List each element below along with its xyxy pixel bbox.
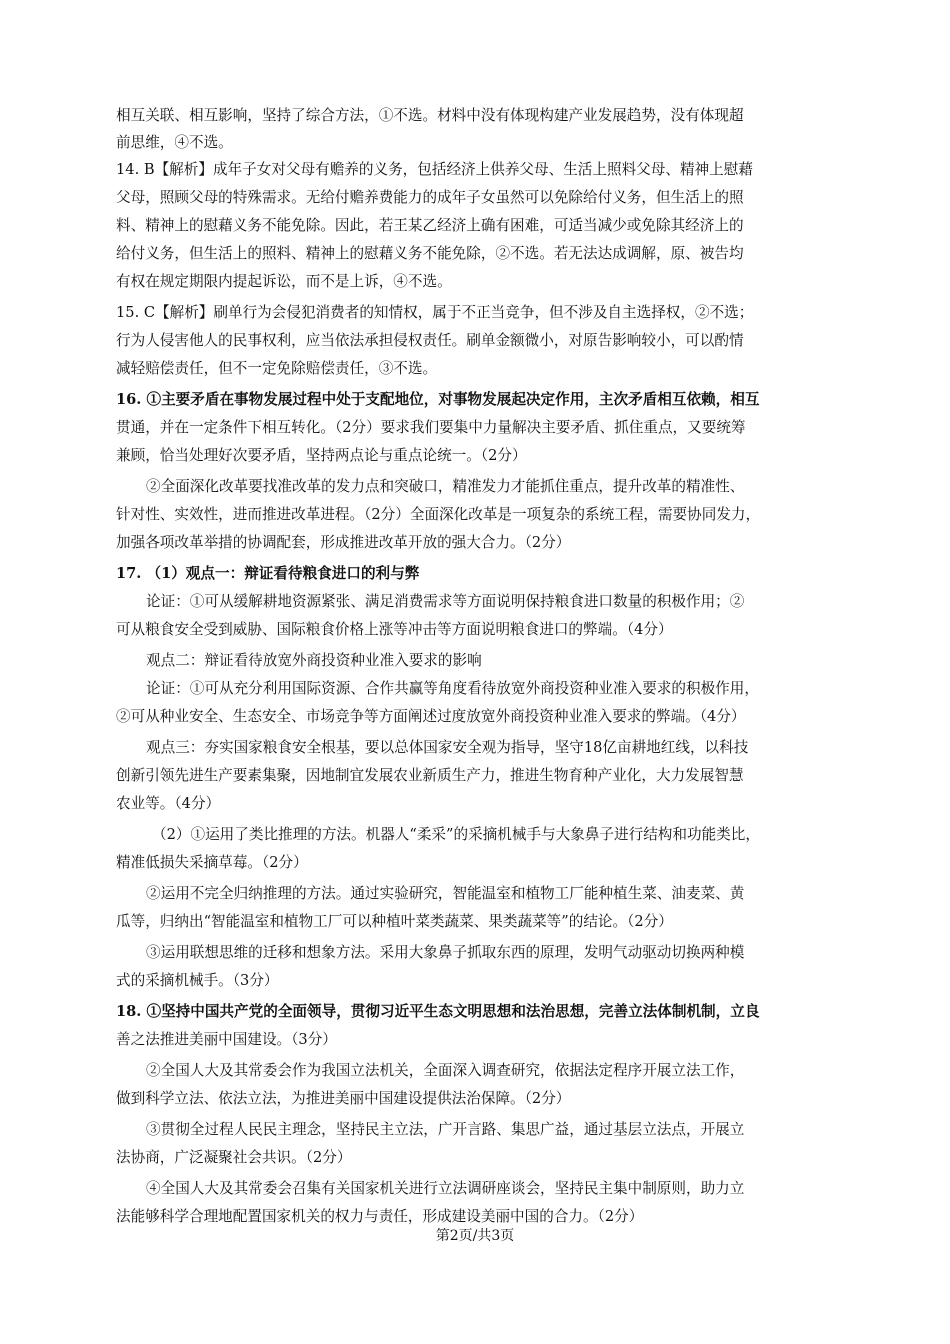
text-line: ②运用不完全归纳推理的方法。通过实验研究，智能温室和植物工厂能种植生菜、油麦菜、黄 (146, 885, 745, 902)
page-number-footer: 第2页/共3页 (435, 1228, 515, 1244)
text-line: 前思维，④不选。 (116, 134, 233, 151)
text-line: 论证：①可从充分利用国际资源、合作共赢等角度看待放宽外商投资种业准入要求的积极作用， (146, 680, 759, 697)
text-line: ②全面深化改革要找准改革的发力点和突破口，精准发力才能抓住重点，提升改革的精准性、 (146, 478, 745, 495)
text-line: 法协商，广泛凝聚社会共识。（2分） (116, 1149, 352, 1166)
text-line: 14. B【解析】成年子女对父母有赡养的义务，包括经济上供养父母、生活上照料父母、精神上慰藉 (116, 161, 753, 178)
text-line: （2）①运用了类比推理的方法。机器人“柔采”的采摘机械手与大象鼻子进行结构和功能类比， (152, 826, 760, 843)
text-line: 善之法推进美丽中国建设。（3分） (116, 1031, 337, 1048)
text-line: 贯通，并在一定条件下相互转化。（2分）要求我们要集中力量解决主要矛盾、抓住重点，又要统筹 (116, 419, 746, 436)
text-line: 做到科学立法、依法立法，为推进美丽中国建设提供法治保障。（2分） (116, 1090, 571, 1107)
question-16-line: 16. ①主要矛盾在事物发展过程中处于支配地位，对事物发展起决定作用，主次矛盾相互依赖，相互 (116, 391, 760, 408)
text-line: ②全国人大及其常委会作为我国立法机关，全面深入调查研究，依据法定程序开展立法工作， (146, 1062, 745, 1079)
text-line: 加强各项改革举措的协调配套，形成推进改革开放的强大合力。（2分） (116, 534, 571, 551)
text-line: 式的采摘机械手。（3分） (116, 972, 279, 989)
text-line: 瓜等，归纳出“智能温室和植物工厂可以种植叶菜类蔬菜、果类蔬菜等”的结论。（2分） (116, 913, 673, 930)
text-line: ②可从种业安全、生态安全、市场竞争等方面阐述过度放宽外商投资种业准入要求的弊端。（4分） (116, 708, 746, 725)
text-line: 有权在规定期限内提起诉讼，而不是上诉，④不选。 (116, 273, 452, 290)
text-line: 法能够科学合理地配置国家机关的权力与责任，形成建设美丽中国的合力。（2分） (116, 1208, 644, 1225)
text-line: 农业等。（4分） (116, 795, 221, 812)
question-18-line: 18. ①坚持中国共产党的全面领导，贯彻习近平生态文明思想和法治思想，完善立法体制机制，立良 (116, 1003, 760, 1020)
text-line: 料、精神上的慰藉义务不能免除。因此，若王某乙经济上确有困难，可适当减少或免除其经济上的 (116, 217, 744, 234)
text-line: ④全国人大及其常委会召集有关国家机关进行立法调研座谈会，坚持民主集中制原则，助力立 (146, 1180, 745, 1197)
text-line: 兼顾，恰当处理好次要矛盾，坚持两点论与重点论统一。（2分） (116, 447, 527, 464)
text-line: 相互关联、相互影响，坚持了综合方法，①不选。材料中没有体现构建产业发展趋势，没有体现超 (116, 107, 744, 124)
text-line: 创新引领先进生产要素集聚，因地制宜发展农业新质生产力，推进生物育种产业化，大力发展智慧 (116, 767, 744, 784)
text-line: 针对性、实效性，进而推进改革进程。（2分）全面深化改革是一项复杂的系统工程，需要协同发力， (116, 506, 761, 523)
text-line: 行为人侵害他人的民事权利，应当依法承担侵权责任。刷单金额微小，对原告影响较小，可以酌情 (116, 332, 744, 349)
text-line: 父母，照顾父母的特殊需求。无给付赡养费能力的成年子女虽然可以免除给付义务，但生活上的照 (116, 189, 744, 206)
text-line: ③贯彻全过程人民民主理念，坚持民主立法，广开言路、集思广益，通过基层立法点，开展立 (146, 1121, 745, 1138)
text-line: 观点三：夯实国家粮食安全根基，要以总体国家安全观为指导，坚守18亿亩耕地红线，以科技 (146, 739, 749, 756)
text-line: ③运用联想思维的迁移和想象方法。采用大象鼻子抓取东西的原理，发明气动驱动切换两种模 (146, 944, 745, 961)
text-line: 论证：①可从缓解耕地资源紧张、满足消费需求等方面说明保持粮食进口数量的积极作用；② (146, 593, 745, 610)
text-line: 减轻赔偿责任，但不一定免除赔偿责任，③不选。 (116, 360, 438, 377)
text-line: 精准低损失采摘草莓。（2分） (116, 854, 308, 871)
text-line: 观点二：辩证看待放宽外商投资种业准入要求的影响 (146, 652, 482, 669)
text-line: 可从粮食安全受到威胁、国际粮食价格上涨等冲击等方面说明粮食进口的弊端。（4分） (116, 621, 673, 638)
question-17-line: 17. （1）观点一：辩证看待粮食进口的利与弊 (116, 565, 420, 582)
text-line: 给付义务，但生活上的照料、精神上的慰藉义务不能免除，②不选。若无法达成调解，原、被告均 (116, 245, 744, 262)
text-line: 15. C【解析】刷单行为会侵犯消费者的知情权，属于不正当竞争，但不涉及自主选择权，②不选； (116, 304, 754, 321)
